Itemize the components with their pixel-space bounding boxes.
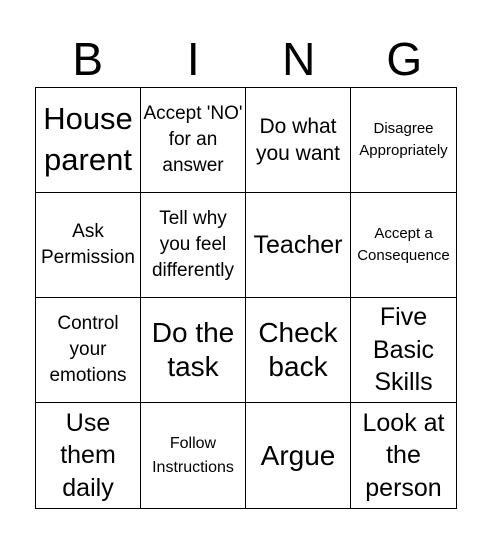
- bingo-cell[interactable]: Control your emotions: [36, 298, 141, 403]
- bingo-cell[interactable]: Check back: [246, 298, 351, 403]
- bingo-cell[interactable]: Five Basic Skills: [351, 298, 456, 403]
- bingo-grid: [35, 87, 457, 509]
- bingo-cell[interactable]: Ask Permission: [36, 193, 141, 298]
- bingo-cell[interactable]: Disagree Appropriately: [351, 88, 456, 193]
- header-letter-b: B: [72, 33, 104, 85]
- header-letter-g: G: [386, 33, 423, 85]
- bingo-header: [35, 32, 457, 86]
- bingo-cell[interactable]: Tell why you feel differently: [141, 193, 246, 298]
- bingo-cell[interactable]: Accept 'NO' for an answer: [141, 88, 246, 193]
- bingo-cell[interactable]: Do what you want: [246, 88, 351, 193]
- bingo-cell[interactable]: Do the task: [141, 298, 246, 403]
- bingo-cell[interactable]: Teacher: [246, 193, 351, 298]
- bingo-cell[interactable]: Follow Instructions: [141, 403, 246, 508]
- bingo-cell[interactable]: Use them daily: [36, 403, 141, 508]
- bingo-cell[interactable]: Argue: [246, 403, 351, 508]
- bingo-cell[interactable]: Look at the person: [362, 408, 445, 502]
- bingo-cell[interactable]: House parent: [36, 88, 141, 193]
- header-letter-n: N: [282, 33, 316, 85]
- header-letter-i: I: [186, 33, 200, 85]
- bingo-cell[interactable]: Accept a Consequence: [351, 193, 456, 298]
